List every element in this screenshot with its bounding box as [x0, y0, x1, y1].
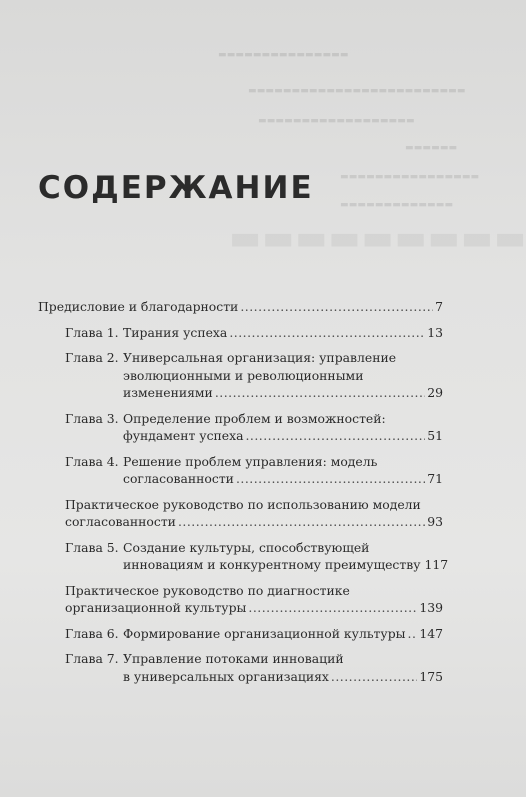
bleed-through-line: ▬▬▬▬▬▬▬▬▬▬▬▬▬: [340, 200, 454, 210]
entry-title-line: Предисловие и благодарности: [38, 299, 239, 314]
toc-entry: [38, 625, 443, 643]
page-title: СОДЕРЖАНИЕ: [38, 170, 314, 206]
chapter-number: Глава 2.: [65, 350, 119, 365]
entry-title-line: Практическое руководство по использованию модели: [65, 496, 421, 512]
dot-leader: [240, 298, 433, 316]
page-number: 29: [427, 385, 443, 400]
toc-entry: [38, 324, 443, 342]
entry-title-line: эволюционными и революционными: [123, 367, 364, 383]
entry-last-line: [65, 599, 443, 617]
entry-body: [123, 625, 443, 643]
entry-title-line: фундамент успеха: [123, 428, 244, 443]
entry-title-line: согласованности: [65, 514, 176, 529]
entry-last-line: [123, 556, 449, 574]
entry-body: [123, 650, 443, 685]
page-number: 139: [419, 600, 443, 615]
page-number: 93: [427, 514, 443, 529]
entry-body: [38, 298, 443, 316]
entry-last-line: [123, 470, 443, 488]
dot-leader: [229, 324, 425, 342]
toc-entry: [38, 650, 443, 685]
chapter-number: Глава 6.: [65, 625, 119, 641]
dot-leader: [248, 599, 417, 617]
page-number: 71: [427, 471, 443, 486]
entry-title-line: Практическое руководство по диагностике: [65, 582, 350, 598]
entry-title-line: Определение проблем и возможностей:: [123, 410, 386, 426]
entry-body: [65, 582, 443, 617]
entry-title-line: Решение проблем управления: модель: [123, 453, 378, 469]
entry-title-line: Формирование организационной культуры: [123, 625, 406, 641]
page-number: 7: [435, 299, 443, 314]
entry-title-line: Создание культуры, способствующей: [123, 539, 370, 555]
dot-leader: [245, 427, 425, 445]
entry-last-line: [123, 668, 443, 686]
page-number: 147: [419, 625, 443, 641]
toc-entry: [38, 453, 443, 488]
chapter-number: Глава 7.: [65, 651, 119, 666]
toc-entry: [38, 539, 449, 574]
dot-leader: [236, 470, 425, 488]
chapter-number: Глава 5.: [65, 539, 119, 555]
entry-title-line: организационной культуры: [65, 600, 247, 615]
toc-entry: [38, 582, 443, 617]
entry-last-line: [38, 298, 443, 316]
entry-body: [123, 324, 443, 342]
entry-title-line: в универсальных организациях: [123, 668, 329, 684]
page-number: 51: [427, 428, 443, 443]
entry-title-line: изменениями: [123, 385, 213, 400]
bleed-through-line: ▬▬▬▬▬▬▬▬▬▬▬▬▬▬▬: [218, 50, 349, 60]
dot-leader: [408, 625, 418, 643]
entry-title-line: Универсальная организация: управление: [123, 350, 397, 365]
toc-entry: [38, 298, 443, 316]
entry-body: [123, 349, 443, 402]
entry-last-line: [123, 625, 443, 643]
toc-entry: [38, 496, 443, 531]
entry-last-line: [123, 324, 443, 342]
entry-title-line: инновациям и конкурентному преимуществу: [123, 557, 421, 572]
entry-body: [65, 496, 443, 531]
bleed-through-line: ▬▬▬▬▬▬▬▬▬▬▬▬▬▬▬▬▬▬▬▬▬▬▬▬▬: [248, 86, 466, 96]
entry-last-line: [65, 513, 443, 531]
page-number: 117: [424, 557, 449, 572]
bleed-through-line: ▬▬▬▬▬▬: [405, 143, 458, 153]
entry-title-line: Управление потоками инноваций: [123, 651, 344, 666]
entry-title-line: согласованности: [123, 471, 234, 486]
entry-last-line: [123, 427, 443, 445]
dot-leader: [331, 668, 417, 686]
entry-last-line: [123, 384, 443, 402]
toc-entry: [38, 410, 443, 445]
entry-title-line: Тирания успеха: [123, 324, 228, 340]
bleed-through-line: ▬▬▬▬▬▬▬▬▬▬▬▬▬▬▬▬▬▬: [258, 116, 415, 126]
entry-body: [123, 539, 449, 574]
chapter-number: Глава 3.: [65, 410, 119, 426]
entry-body: [123, 410, 443, 445]
page-number: 13: [427, 324, 443, 340]
chapter-number: Глава 4.: [65, 453, 119, 469]
bleed-through-line: ▬▬▬▬▬▬▬▬▬▬▬▬▬▬▬▬: [340, 172, 480, 182]
entry-body: [123, 453, 443, 488]
toc-entry: [38, 349, 443, 402]
chapter-number: Глава 1.: [65, 324, 119, 340]
dot-leader: [178, 513, 425, 531]
page-number: 175: [419, 668, 443, 684]
table-of-contents: [38, 298, 449, 685]
bleed-through-heading: ▬▬▬▬▬▬▬▬▬: [228, 218, 526, 258]
dot-leader: [215, 384, 425, 402]
